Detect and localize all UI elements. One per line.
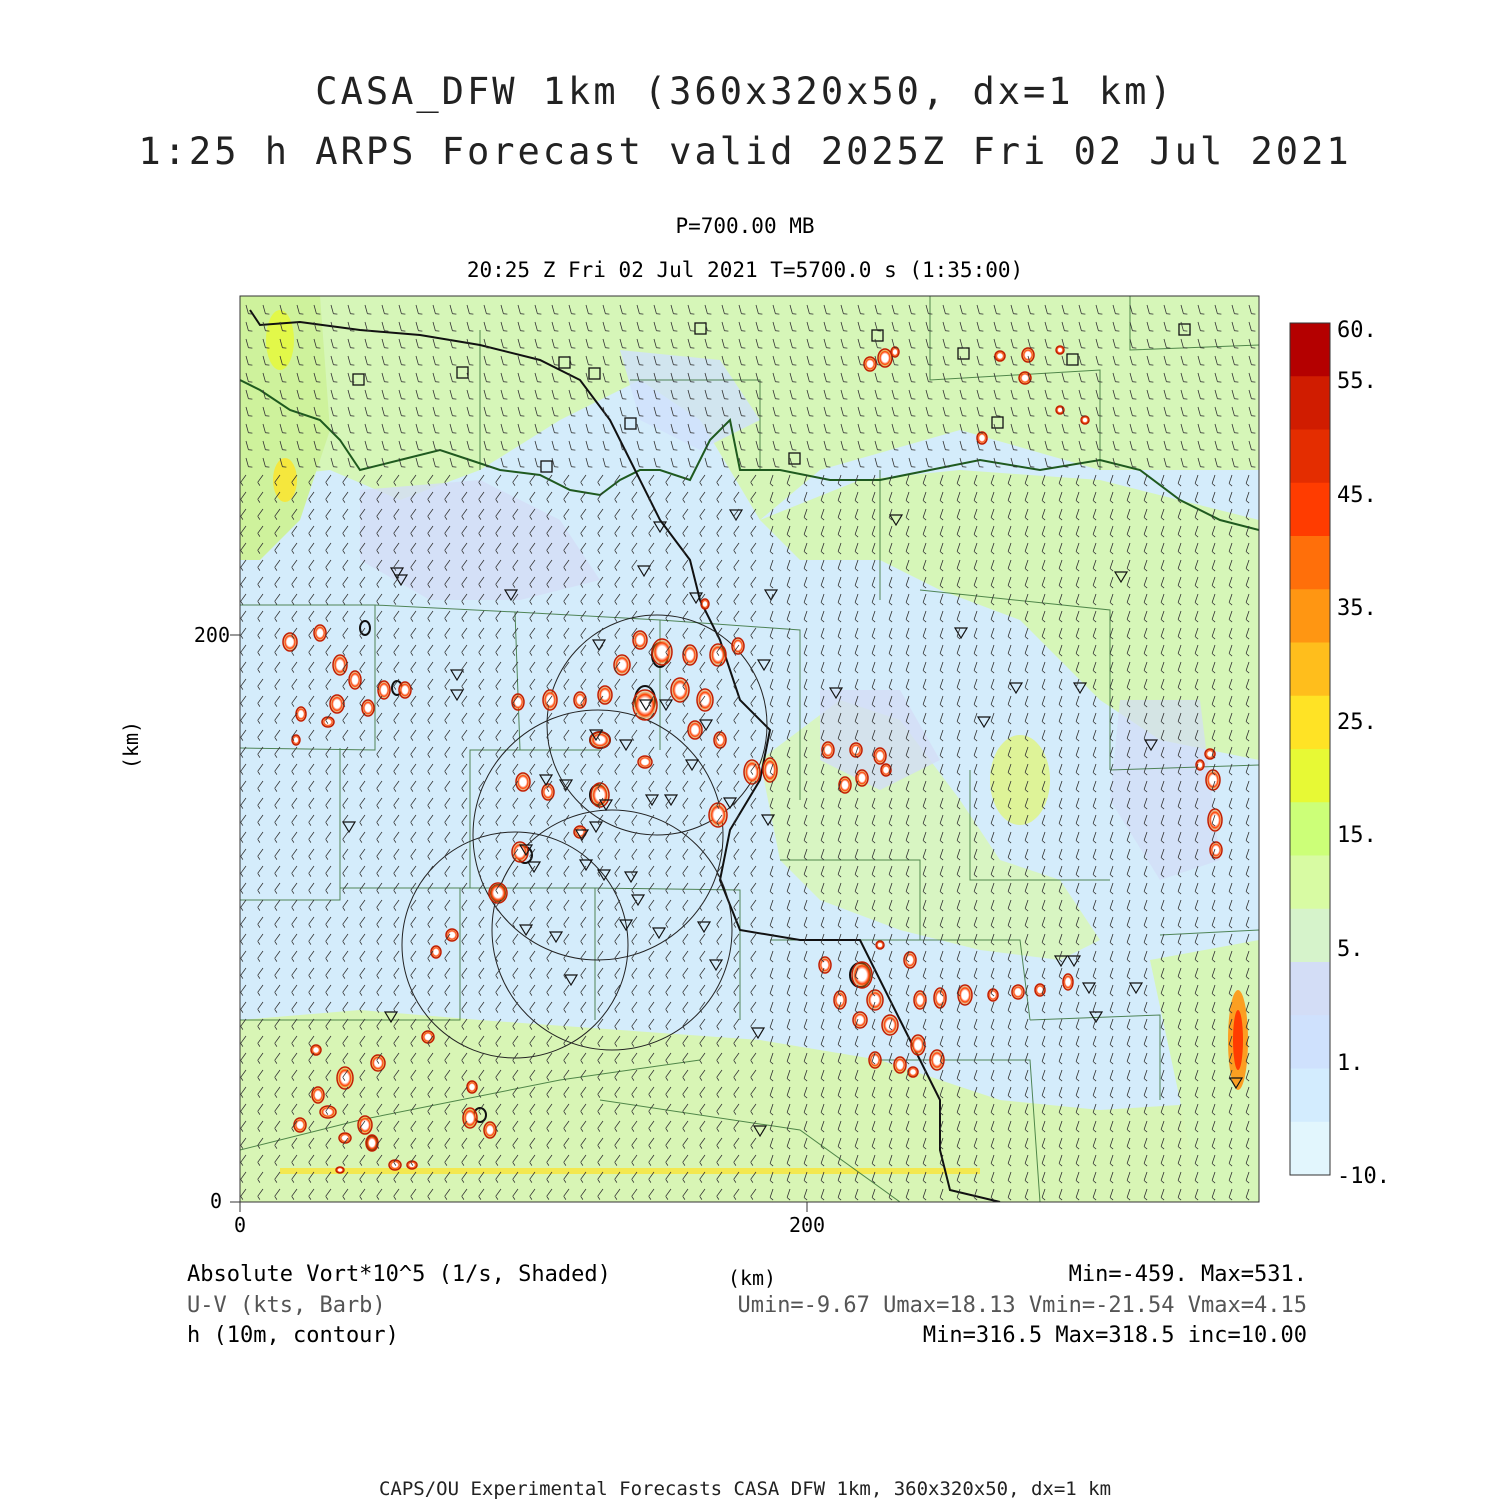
- colorbar-segment: [1290, 483, 1330, 537]
- colorbar-label-1: 1.: [1337, 1051, 1364, 1076]
- legend-field-2: U-V (kts, Barb): [187, 1293, 386, 1318]
- footer-credit: CAPS/OU Experimental Forecasts CASA DFW 1km, 360x320x50, dx=1 km: [378, 1478, 1112, 1500]
- colorbar-segment: [1290, 962, 1330, 1016]
- title-line-1: CASA_DFW 1km (360x320x50, dx=1 km): [315, 70, 1175, 113]
- legend-field-3-stats: Min=316.5 Max=318.5 inc=10.00: [922, 1323, 1307, 1348]
- legend-field-1: Absolute Vort*10^5 (1/s, Shaded): [187, 1262, 611, 1287]
- colorbar-segment: [1290, 589, 1330, 643]
- colorbar-segment: [1290, 1069, 1330, 1123]
- colorbar-segment: [1290, 802, 1330, 856]
- valid-time: 20:25 Z Fri 02 Jul 2021 T=5700.0 s (1:35:00): [466, 258, 1024, 282]
- colorbar-segment: [1290, 856, 1330, 910]
- y-tick-0: 0: [209, 1189, 222, 1213]
- colorbar-segment: [1290, 1122, 1330, 1176]
- colorbar-segment: [1290, 323, 1330, 377]
- x-tick-0: 0: [233, 1213, 247, 1237]
- colorbar-segment: [1290, 909, 1330, 963]
- colorbar-segment: [1290, 643, 1330, 697]
- colorbar-segment: [1290, 696, 1330, 750]
- colorbar-label-35: 35.: [1337, 596, 1377, 621]
- pressure-level: P=700.00 MB: [675, 214, 815, 238]
- colorbar-label-60: 60.: [1337, 318, 1377, 343]
- colorbar-segment: [1290, 1015, 1330, 1069]
- colorbar-label-15: 15.: [1337, 823, 1377, 848]
- colorbar-label-25: 25.: [1337, 710, 1377, 735]
- legend-field-1-stats: Min=-459. Max=531.: [1068, 1262, 1307, 1287]
- y-tick-200: 200: [193, 623, 230, 647]
- colorbar-label-55: 55.: [1337, 369, 1377, 394]
- x-axis-label: (km): [727, 1266, 777, 1290]
- colorbar-segment: [1290, 749, 1330, 803]
- title-line-2: 1:25 h ARPS Forecast valid 2025Z Fri 02 Jul 2021: [138, 130, 1352, 173]
- colorbar-label-5: 5.: [1337, 937, 1364, 962]
- y-axis-label: (km): [119, 720, 143, 770]
- x-tick-200: 200: [788, 1213, 826, 1237]
- legend-field-3: h (10m, contour): [187, 1323, 399, 1348]
- colorbar-segment: [1290, 430, 1330, 484]
- colorbar-label-minus10: -10.: [1337, 1164, 1390, 1189]
- vorticity-field: [240, 296, 1259, 1202]
- legend-field-2-stats: Umin=-9.67 Umax=18.13 Vmin=-21.54 Vmax=4.15: [737, 1293, 1307, 1318]
- colorbar-label-45: 45.: [1337, 483, 1377, 508]
- colorbar-segment: [1290, 376, 1330, 430]
- colorbar-segment: [1290, 536, 1330, 590]
- colorbar: [1290, 323, 1330, 1176]
